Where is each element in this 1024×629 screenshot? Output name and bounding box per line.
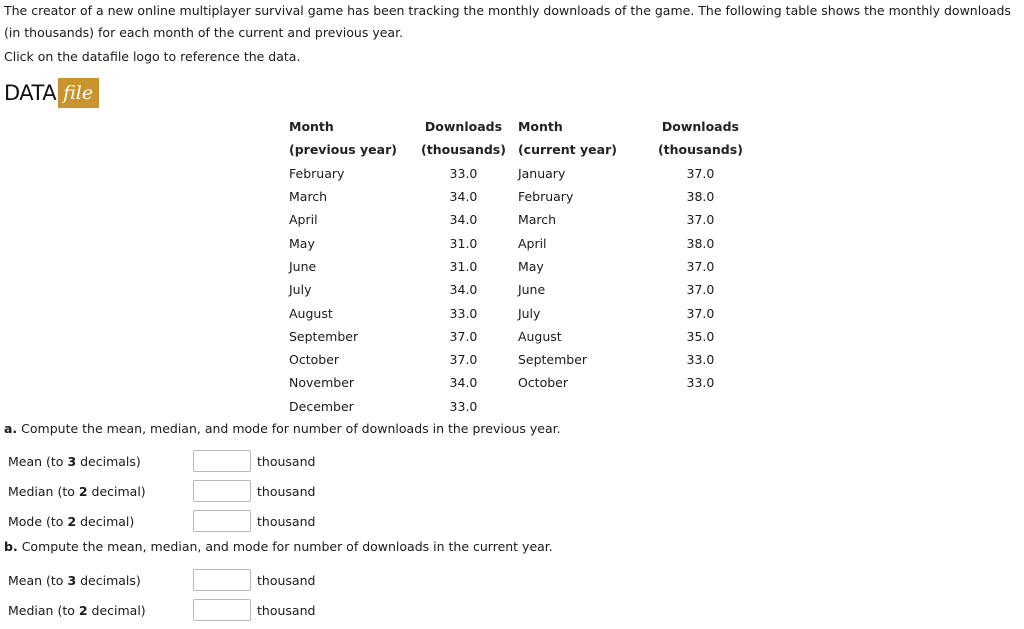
part-a-median-row [8,478,315,504]
part-b-median-label: Median (to 2 decimal) [8,602,146,618]
cell-month-current: April [517,235,547,251]
part-a-mean-label: Mean (to 3 decimals) [8,453,141,469]
table-row [283,348,749,371]
cell-month-current: September [517,352,588,368]
table-row [283,185,749,208]
part-a-heading [4,419,561,439]
problem-intro: The creator of a new online multiplayer survival game has been tracking the monthly downloads of the game. The following table shows the monthly downloads (in thousands) for each month of the current and previous year. [4,3,1011,40]
part-a-median-unit: thousand [257,483,316,499]
part-b-median-unit: thousand [257,602,316,618]
header-month-current: Month [517,119,563,135]
part-a-mode-input[interactable] [193,510,251,532]
header-month-current-sub: (current year) [517,142,617,158]
table-row [283,325,749,348]
part-b-median-row [8,597,315,623]
part-a-text: Compute the mean, median, and mode for number of downloads in the previous year. [21,421,561,436]
cell-downloads-previous: 33.0 [449,398,478,414]
datafile-instruction: Click on the datafile logo to reference the data. [4,49,301,64]
table-header-row-1 [283,115,749,138]
part-a-mode-unit: thousand [257,513,316,529]
cell-month-previous: August [289,305,333,321]
cell-month-current: August [517,328,562,344]
cell-downloads-previous: 33.0 [449,305,478,321]
cell-downloads-current: 38.0 [686,235,715,251]
cell-downloads-previous: 31.0 [449,258,478,274]
cell-downloads-previous: 34.0 [449,189,478,205]
downloads-table [283,115,749,418]
table-row [283,301,749,324]
part-b-letter: b. [4,539,18,554]
part-a-letter: a. [4,421,18,436]
cell-downloads-current [644,395,749,418]
cell-month-previous: March [289,189,328,205]
cell-month-current: February [517,189,574,205]
cell-month-previous: December [289,398,354,414]
cell-month-previous: February [289,165,345,181]
table-row [283,371,749,394]
part-a-mode-label: Mode (to 2 decimal) [8,513,135,529]
part-a-mean-unit: thousand [257,453,316,469]
cell-downloads-current: 37.0 [686,282,715,298]
cell-downloads-previous: 34.0 [449,375,478,391]
cell-month-current: January [517,165,566,181]
header-downloads-current-sub: (thousands) [657,142,743,158]
part-b-mean-input[interactable] [193,569,251,591]
cell-downloads-current: 33.0 [686,375,715,391]
cell-month-current [512,395,644,418]
cell-downloads-previous: 37.0 [449,352,478,368]
cell-downloads-current: 38.0 [686,189,715,205]
header-downloads-current: Downloads [661,119,739,135]
cell-downloads-current: 33.0 [686,352,715,368]
cell-downloads-current: 35.0 [686,328,715,344]
cell-month-previous: November [289,375,355,391]
cell-month-current: July [517,305,541,321]
cell-month-current: June [517,282,546,298]
cell-downloads-previous: 31.0 [449,235,478,251]
part-a-mean-input[interactable] [193,450,251,472]
cell-downloads-previous: 34.0 [449,282,478,298]
table-header-row-2 [283,138,749,161]
table-row [283,255,749,278]
table-row [283,162,749,185]
cell-month-current: March [517,212,557,228]
logo-file-text: file [58,78,99,108]
part-a-median-input[interactable] [193,480,251,502]
header-month-previous-sub: (previous year) [289,142,397,158]
part-b-mean-unit: thousand [257,572,316,588]
part-a-mode-row [8,508,315,534]
cell-downloads-previous: 34.0 [449,212,478,228]
datafile-logo-button[interactable] [4,78,99,108]
cell-month-previous: September [289,328,359,344]
part-a-mean-row [8,448,315,474]
part-b-text: Compute the mean, median, and mode for number of downloads in the current year. [21,539,553,554]
cell-downloads-previous: 33.0 [449,165,478,181]
cell-downloads-current: 37.0 [686,305,715,321]
header-downloads-previous-sub: (thousands) [421,142,506,158]
table-row [283,208,749,231]
cell-downloads-current: 37.0 [686,258,715,274]
cell-month-previous: June [289,258,317,274]
header-month-previous: Month [289,119,334,135]
cell-month-previous: July [289,282,312,298]
table-row [283,278,749,301]
table-row [283,231,749,254]
cell-downloads-current: 37.0 [686,212,715,228]
part-b-mean-label: Mean (to 3 decimals) [8,572,141,588]
cell-month-previous: April [289,212,318,228]
part-b-median-input[interactable] [193,599,251,621]
table-row [283,395,749,418]
part-b-heading [4,537,553,557]
cell-month-current: May [517,258,544,274]
cell-month-previous: October [289,352,340,368]
cell-month-current: October [517,375,568,391]
part-b-mean-row [8,567,315,593]
header-downloads-previous: Downloads [424,119,503,135]
cell-downloads-previous: 37.0 [449,328,478,344]
part-a-median-label: Median (to 2 decimal) [8,483,146,499]
cell-month-previous: May [289,235,315,251]
logo-data-text: DATA [4,81,57,105]
cell-downloads-current: 37.0 [686,165,715,181]
